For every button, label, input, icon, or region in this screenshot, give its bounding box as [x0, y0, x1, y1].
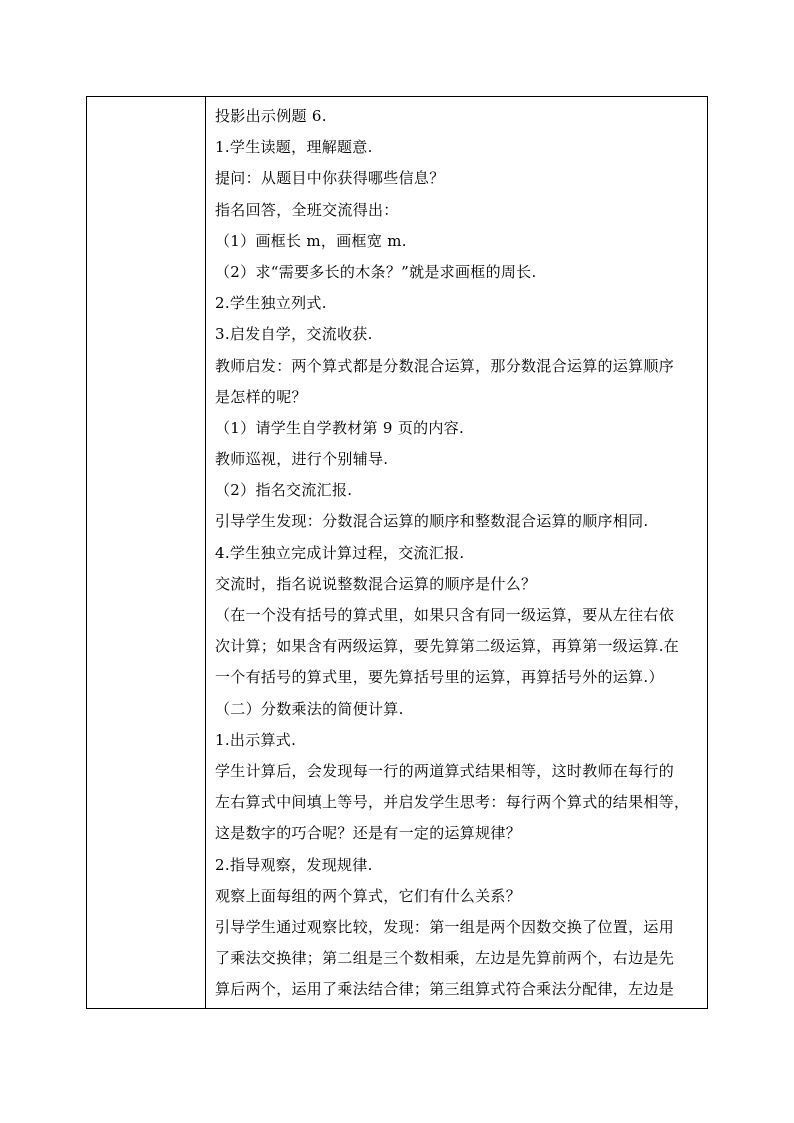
- text-line: 一个有括号的算式里，要先算括号里的运算，再算括号外的运算.）: [215, 668, 664, 687]
- text-line: 交流时，指名说说整数混合运算的顺序是什么？: [215, 574, 537, 593]
- text-line: （2）指名交流汇报.: [215, 481, 353, 500]
- text-line: 引导学生发现：分数混合运算的顺序和整数混合运算的顺序相同.: [215, 512, 649, 531]
- text-line: （2）求“需要多长的木条？”就是求画框的周长.: [215, 262, 537, 281]
- text-line: 次计算；如果含有两级运算，要先算第二级运算，再算第一级运算.在: [215, 637, 680, 656]
- text-line: 2.学生独立列式.: [215, 294, 327, 313]
- section-label-cell: [87, 97, 206, 1008]
- text-line: 观察上面每组的两个算式，它们有什么关系？: [215, 886, 522, 905]
- text-line: （二）分数乘法的简便计算.: [215, 699, 404, 718]
- lesson-content-cell: [206, 97, 707, 1008]
- text-line: 学生计算后，会发现每一行的两道算式结果相等，这时教师在每行的: [215, 761, 675, 780]
- text-line: 1.出示算式.: [215, 730, 297, 749]
- text-line: 指名回答，全班交流得出：: [215, 200, 399, 219]
- text-line: 教师巡视，进行个别辅导.: [215, 450, 389, 469]
- text-line: 投影出示例题 6.: [215, 107, 327, 125]
- text-line: 1.学生读题，理解题意.: [215, 138, 373, 157]
- text-line: 是怎样的呢？: [215, 387, 307, 406]
- text-line: （1）画框长 m，画框宽 m.: [215, 231, 407, 250]
- text-line: 4.学生独立完成计算过程，交流汇报.: [215, 543, 465, 562]
- text-line: 算后两个，运用了乘法结合律；第三组算式符合乘法分配律，左边是: [215, 980, 675, 999]
- text-line: 教师启发：两个算式都是分数混合运算，那分数混合运算的运算顺序: [215, 356, 675, 375]
- text-line: 引导学生通过观察比较，发现：第一组是两个因数交换了位置，运用: [215, 917, 675, 936]
- text-line: 3.启发自学，交流收获.: [215, 325, 373, 344]
- text-line: 2.指导观察，发现规律.: [215, 855, 373, 874]
- text-line: （在一个没有括号的算式里，如果只含有同一级运算，要从左往右依: [215, 606, 675, 624]
- text-line: 左右算式中间填上等号，并启发学生思考：每行两个算式的结果相等，: [215, 793, 690, 812]
- text-line: 这是数字的巧合呢？还是有一定的运算规律？: [215, 824, 522, 843]
- text-line: 了乘法交换律；第二组是三个数相乘，左边是先算前两个，右边是先: [215, 949, 675, 968]
- text-line: （1）请学生自学教材第 9 页的内容.: [215, 418, 465, 437]
- text-line: 提问：从题目中你获得哪些信息？: [215, 169, 445, 188]
- lesson-table: [86, 96, 708, 1009]
